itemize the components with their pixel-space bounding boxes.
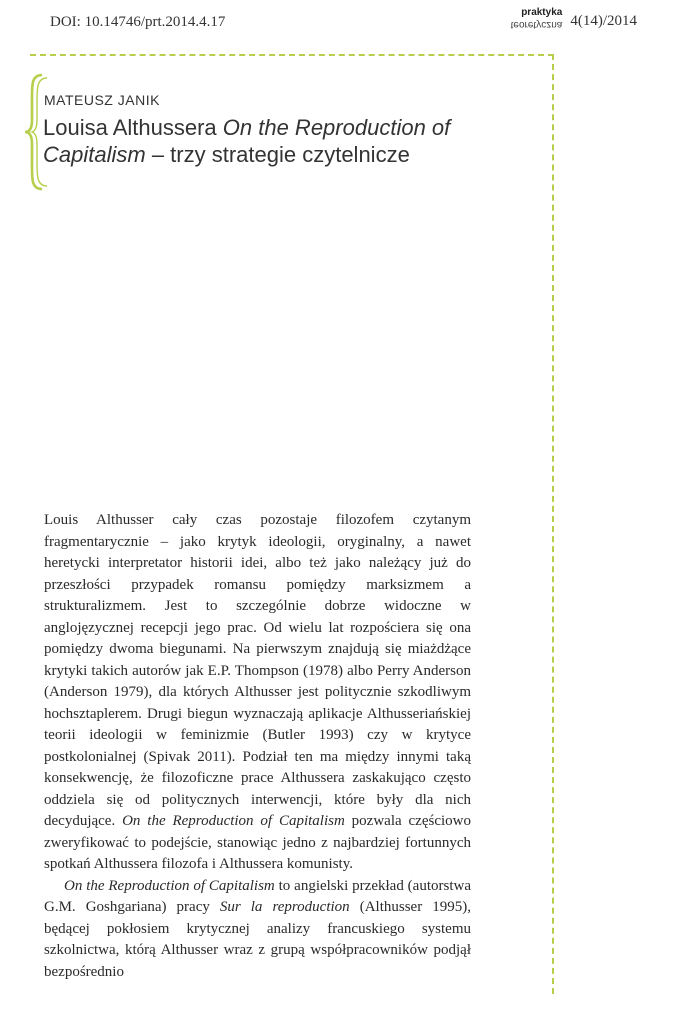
paragraph-text: Louis Althusser cały czas pozostaje filozofem czytanym fragmentarycznie – jako krytyk ideologii, oryginalny, a nawet heretycki interpretator historii idei, albo też jako należący już do przeszłości przypadek romansu pomiędzy marksizmem a strukturalizmem. Jest to szczególnie dobrze widoczne w anglojęzycznej recepcji jego prac. Od wielu lat rozpościera się ona pomiędzy dwoma biegunami. Na pierwszym znajdują się miażdżące krytyki takich autorów jak E.P. Thompson (1978) albo Perry Anderson (Anderson 1979), dla których Althusser jest politycznie szkodliwym hochsztaplerem. Drugi biegun wyznaczają aplikacje Althusseriańskiej teorii ideologii w feminizmie (Butler 1993) czy w krytyce postkolonialnej (Spivak 2011). Podział ten ma między innymi taką konsekwencję, że filozoficzne prace Althussera zaskakująco często oddziela się od politycznych interwencji, które były dla nich decydujące. bbox=[44, 512, 471, 829]
paragraph-italic-text: On the Reproduction of Capitalism bbox=[64, 877, 275, 894]
title-text: Louisa Althussera bbox=[43, 115, 223, 140]
article-body bbox=[44, 510, 471, 983]
journal-logo bbox=[511, 8, 563, 29]
title-italic-text: On the Reproduction of Capitalism bbox=[43, 115, 451, 167]
paragraph-1 bbox=[44, 510, 471, 876]
journal-name-bottom: teoretyczna bbox=[510, 19, 563, 30]
journal-header bbox=[511, 8, 637, 30]
doi-label: DOI: 10.14746/prt.2014.4.17 bbox=[50, 14, 226, 30]
article-title bbox=[43, 114, 523, 168]
issue-number: 4(14)/2014 bbox=[570, 13, 637, 29]
paragraph-italic-text: Sur la reproduction bbox=[219, 899, 350, 915]
paragraph-text: (Althusser 1995), będącej pokłosiem krytycznej analizy francuskiego systemu szkolnictwa, którą Althusser wraz z grupą współpracowników podjął bezpośrednio bbox=[44, 899, 471, 980]
paragraph-text: pozwala częściowo zweryfikować to podejście, stanowiąc jedno z najbardziej fortunnych spotkań Althussera filozofa i Althussera komunisty. bbox=[44, 813, 471, 872]
journal-name-top: praktyka bbox=[521, 7, 563, 18]
title-subtitle-text: – trzy strategie czytelnicze bbox=[145, 142, 410, 167]
author-name: MATEUSZ JANIK bbox=[44, 92, 160, 108]
paragraph-text: to angielski przekład (autorstwa G.M. Goshgariana) pracy bbox=[44, 877, 471, 915]
paragraph-2 bbox=[44, 876, 471, 984]
paragraph-italic-text: On the Reproduction of Capitalism bbox=[122, 813, 345, 829]
